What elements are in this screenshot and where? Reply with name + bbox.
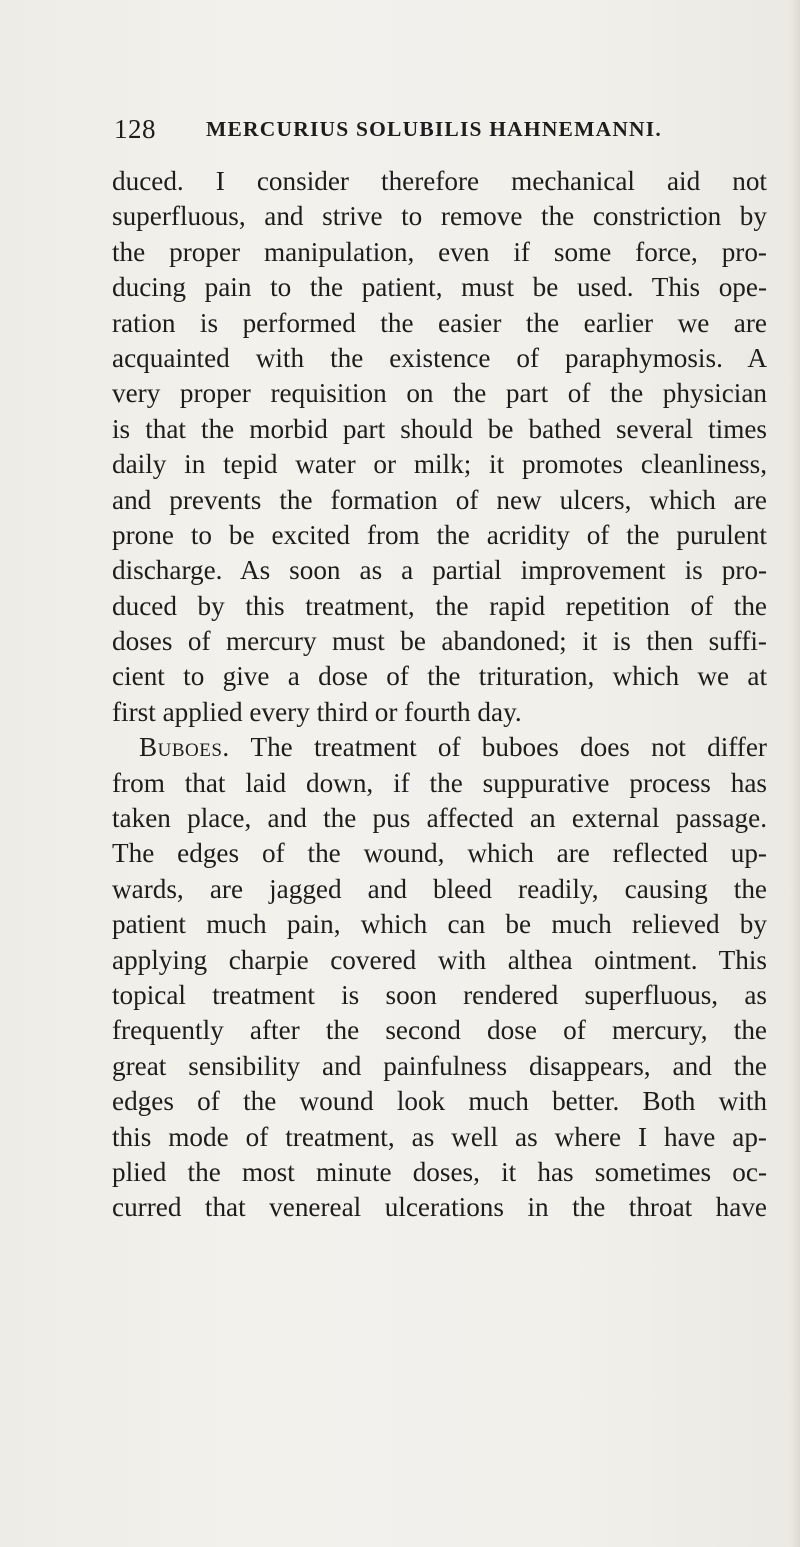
- text-line: superfluous, and strive to remove the constriction by: [112, 201, 767, 232]
- text-line: duced. I consider therefore mechanical aid not: [112, 166, 767, 196]
- text-line: duced by this treatment, the rapid repetition of the: [112, 590, 767, 621]
- text-line: ration is performed the easier the earlier we are: [112, 307, 767, 338]
- running-title: MERCURIUS SOLUBILIS HAHNEMANNI.: [206, 117, 662, 141]
- text-line: prone to be excited from the acridity of the purulent: [112, 519, 767, 550]
- running-head: [114, 114, 774, 148]
- text-line: ducing pain to the patient, must be used. This ope-: [112, 272, 767, 303]
- text-line: doses of mercury must be abandoned; it is then suffi-: [112, 626, 767, 657]
- page-number: 128: [114, 114, 156, 144]
- text-line: The edges of the wound, which are reflected up-: [112, 838, 767, 869]
- section-heading-buboes: Buboes.: [139, 732, 230, 763]
- text-fragment: The treatment of buboes does not differ: [229, 732, 767, 763]
- text-line: plied the most minute doses, it has sometimes oc-: [112, 1156, 767, 1187]
- text-line: wards, are jagged and bleed readily, causing the: [112, 873, 767, 904]
- text-line: great sensibility and painfulness disappears, and the: [112, 1050, 767, 1081]
- text-line: from that laid down, if the suppurative process has: [112, 767, 767, 798]
- text-line: cient to give a dose of the trituration, which we at: [112, 661, 767, 692]
- body-text: [112, 164, 767, 1226]
- paragraph-start-line: [112, 730, 767, 765]
- page-edge-shadow: [790, 0, 800, 1547]
- text-line: the proper manipulation, even if some force, pro-: [112, 236, 767, 267]
- text-line: is that the morbid part should be bathed several times: [112, 413, 767, 444]
- text-line: taken place, and the pus affected an external passage.: [112, 803, 767, 834]
- text-line: daily in tepid water or milk; it promotes cleanliness,: [112, 449, 767, 480]
- text-line: acquainted with the existence of paraphymosis. A: [112, 342, 767, 373]
- text-line: very proper requisition on the part of the physician: [112, 378, 767, 409]
- text-line: and prevents the formation of new ulcers, which are: [112, 484, 767, 515]
- text-line: applying charpie covered with althea ointment. This: [112, 944, 767, 975]
- text-line: patient much pain, which can be much relieved by: [112, 909, 767, 940]
- text-line: edges of the wound look much better. Both with: [112, 1086, 767, 1117]
- text-line: curred that venereal ulcerations in the throat have: [112, 1192, 767, 1223]
- text-line: frequently after the second dose of mercury, the: [112, 1015, 767, 1046]
- text-line: topical treatment is soon rendered superfluous, as: [112, 979, 767, 1010]
- text-line: discharge. As soon as a partial improvement is pro-: [112, 555, 767, 586]
- text-line: this mode of treatment, as well as where I have ap-: [112, 1121, 767, 1152]
- text-line: first applied every third or fourth day.: [112, 696, 522, 727]
